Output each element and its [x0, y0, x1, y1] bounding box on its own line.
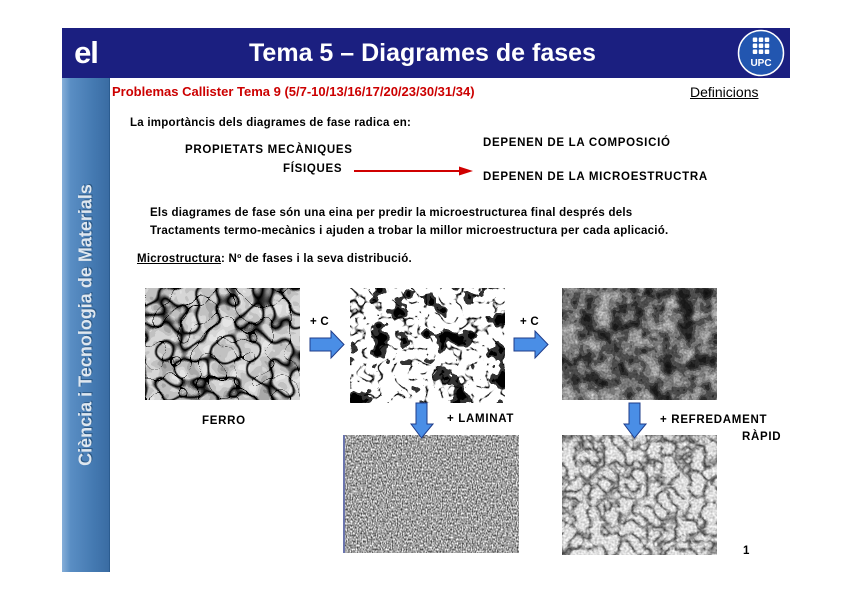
slide-title: Tema 5 – Diagrames de fases	[249, 39, 596, 67]
definicions-link[interactable]: Definicions	[690, 84, 759, 100]
microstructure-term: Microstructura	[137, 253, 222, 265]
upc-logo-text: UPC	[750, 58, 772, 69]
relation-arrow-icon	[352, 163, 476, 179]
description-line2: Tractaments termo-mecànics i ajuden a trobar la millor microestructura per cada aplicació.	[150, 225, 669, 237]
quench-label-line1: + REFREDAMENT	[660, 414, 768, 426]
el-logo	[62, 28, 110, 78]
micrograph-rolled	[343, 435, 519, 553]
upc-logo-dots	[753, 38, 770, 55]
sidebar	[62, 78, 110, 572]
microstructure-description: : Nº de fases i la seva distribució.	[221, 253, 412, 265]
arrow-right-icon	[308, 330, 346, 360]
depends-microstructure: DEPENEN DE LA MICROESTRUCTRA	[483, 171, 708, 183]
properties-line1: PROPIETATS MECÀNIQUES	[185, 144, 353, 156]
micrograph-ferro-plus-carbon	[350, 288, 505, 403]
micrograph-high-carbon	[562, 288, 717, 400]
arrow-down-icon	[623, 402, 647, 440]
arrow-down-icon	[410, 402, 434, 440]
intro-text: La importàncis dels diagrames de fase radica en:	[130, 117, 412, 129]
el-logo-text: el	[74, 35, 98, 70]
depends-composition: DEPENEN DE LA COMPOSICIÓ	[483, 137, 671, 149]
properties-line2: FÍSIQUES	[283, 163, 343, 175]
microstructure-note	[137, 252, 412, 266]
ferro-label: FERRO	[202, 415, 246, 427]
page-number: 1	[743, 545, 750, 557]
micrograph-ferro	[145, 288, 300, 400]
arrow-right-icon	[512, 330, 550, 360]
rolling-label: + LAMINAT	[447, 413, 515, 425]
carbon-step-label-1: + C	[310, 316, 329, 328]
quench-label-line2: RÀPID	[742, 431, 782, 443]
micrograph-quenched	[562, 435, 717, 555]
problems-reference: Problemas Callister Tema 9 (5/7-10/13/16/17/20/23/30/31/34)	[112, 84, 475, 99]
upc-logo	[736, 29, 786, 77]
description-line1: Els diagrames de fase són una eina per predir la microestructurea final després dels	[150, 207, 633, 219]
carbon-step-label-2: + C	[520, 316, 539, 328]
sidebar-label: Ciència i Tecnologia de Materials	[75, 184, 95, 466]
